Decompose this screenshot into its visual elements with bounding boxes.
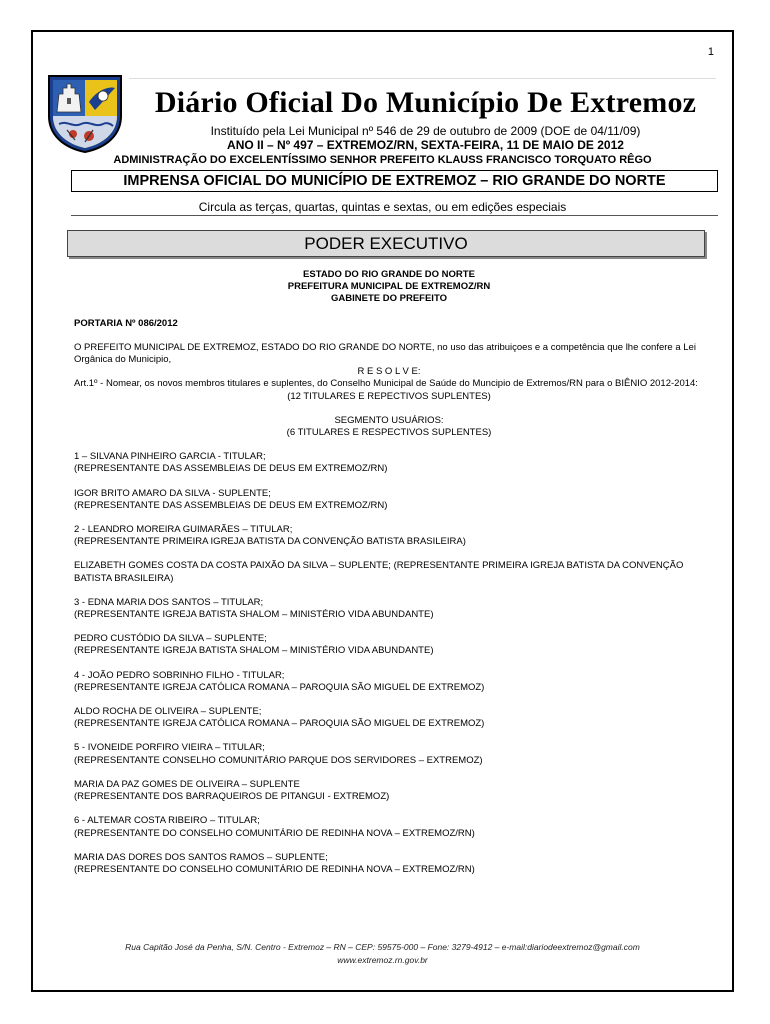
member-entry <box>74 560 704 584</box>
institution-line: Instituído pela Lei Municipal nº 546 de 29 de outubro de 2009 (DOE de 04/11/09) <box>210 124 641 138</box>
imprensa-oficial-banner: IMPRENSA OFICIAL DO MUNICÍPIO DE EXTREMOZ – RIO GRANDE DO NORTE <box>71 170 718 192</box>
member-representation: (REPRESENTANTE IGREJA CATÓLICA ROMANA – PAROQUIA SÃO MIGUEL DE EXTREMOZ) <box>74 681 485 693</box>
member-name: 4 - JOÃO PEDRO SOBRINHO FILHO - TITULAR; <box>74 669 285 681</box>
member-name: 1 – SILVANA PINHEIRO GARCIA - TITULAR; <box>74 451 266 463</box>
member-entry <box>74 524 704 548</box>
member-representation: (REPRESENTANTE DAS ASSEMBLEIAS DE DEUS EM EXTREMOZ/RN) <box>74 463 388 475</box>
member-name: ALDO ROCHA DE OLIVEIRA – SUPLENTE; <box>74 706 262 718</box>
member-representation: (REPRESENTANTE DO CONSELHO COMUNITÁRIO DE REDINHA NOVA – EXTREMOZ/RN) <box>74 863 475 875</box>
edition-line: ANO II – Nº 497 – EXTREMOZ/RN, SEXTA-FEIRA, 11 DE MAIO DE 2012 <box>227 138 624 152</box>
member-entry <box>74 852 704 876</box>
member-representation: (REPRESENTANTE IGREJA BATISTA SHALOM – MINISTÉRIO VIDA ABUNDANTE) <box>74 645 434 657</box>
segment-count: (6 TITULARES E RESPECTIVOS SUPLENTES) <box>286 427 492 439</box>
member-representation: (REPRESENTANTE PRIMEIRA IGREJA BATISTA DA CONVENÇÃO BATISTA BRASILEIRA) <box>74 536 466 548</box>
member-name: 6 - ALTEMAR COSTA RIBEIRO – TITULAR; <box>74 815 260 827</box>
footer-website: www.extremoz.rn.gov.br <box>337 955 428 965</box>
titulares-count: (12 TITULARES E REPECTIVOS SUPLENTES) <box>287 390 491 402</box>
org-line-3: GABINETE DO PREFEITO <box>331 293 447 305</box>
preamble: O PREFEITO MUNICIPAL DE EXTREMOZ, ESTADO DO RIO GRANDE DO NORTE, no uso das atribuiçoes e a competência que lhe confere a Lei Orgânica do Municipio, <box>74 341 696 366</box>
resolve-heading: R E S O L V E: <box>357 366 421 378</box>
newspaper-title: Diário Oficial Do Município De Extremoz <box>154 86 697 119</box>
member-representation: (REPRESENTANTE IGREJA CATÓLICA ROMANA – PAROQUIA SÃO MIGUEL DE EXTREMOZ) <box>74 718 485 730</box>
article-1: Art.1º - Nomear, os novos membros titulares e suplentes, do Conselho Municipal de Saúde do Muncipio de Extremos/RN para o BIÊNIO 2012-2014: <box>74 378 698 390</box>
member-name: 5 - IVONEIDE PORFIRO VIEIRA – TITULAR; <box>74 742 265 754</box>
member-entry <box>74 633 704 657</box>
municipal-crest-logo <box>45 72 125 154</box>
member-representation: (REPRESENTANTE DOS BARRAQUEIROS DE PITANGUI - EXTREMOZ) <box>74 791 390 803</box>
footer-address: Rua Capitão José da Penha, S/N. Centro - Extremoz – RN – CEP: 59575-000 – Fone: 3279-4912 – e-mail:diariodeextremoz@gmail.com <box>125 942 640 952</box>
administration-line: ADMINISTRAÇÃO DO EXCELENTÍSSIMO SENHOR PREFEITO KLAUSS FRANCISCO TORQUATO RÊGO <box>113 154 652 166</box>
member-representation: (REPRESENTANTE DAS ASSEMBLEIAS DE DEUS EM EXTREMOZ/RN) <box>74 499 388 511</box>
portaria-body <box>74 269 704 876</box>
member-entry <box>74 779 704 803</box>
header-rule <box>129 78 716 79</box>
page-footer <box>33 941 732 967</box>
member-entry <box>74 815 704 839</box>
document-page <box>31 30 734 992</box>
member-entry <box>74 742 704 766</box>
member-name: MARIA DAS DORES DOS SANTOS RAMOS – SUPLENTE; <box>74 851 328 863</box>
member-representation: (REPRESENTANTE DO CONSELHO COMUNITÁRIO DE REDINHA NOVA – EXTREMOZ/RN) <box>74 827 475 839</box>
member-name: PEDRO CUSTÓDIO DA SILVA – SUPLENTE; <box>74 633 267 645</box>
segment-title: SEGMENTO USUÁRIOS: <box>334 414 444 426</box>
org-line-1: ESTADO DO RIO GRANDE DO NORTE <box>303 269 475 280</box>
section-title: PODER EXECUTIVO <box>67 230 705 257</box>
member-name: ELIZABETH GOMES COSTA DA COSTA PAIXÃO DA SILVA – SUPLENTE; (REPRESENTANTE PRIMEIRA IGREJA BATISTA DA CONVENÇÃO BATISTA BRASILEIRA) <box>74 560 684 584</box>
portaria-number: PORTARIA Nº 086/2012 <box>74 317 178 329</box>
member-entry <box>74 670 704 694</box>
org-line-2: PREFEITURA MUNICIPAL DE EXTREMOZ/RN <box>287 281 491 293</box>
page-number: 1 <box>707 46 714 58</box>
member-representation: (REPRESENTANTE IGREJA BATISTA SHALOM – MINISTÉRIO VIDA ABUNDANTE) <box>74 609 434 621</box>
header-divider <box>71 215 718 216</box>
member-entry <box>74 706 704 730</box>
member-representation: (REPRESENTANTE CONSELHO COMUNITÁRIO PARQUE DOS SERVIDORES – EXTREMOZ) <box>74 754 483 766</box>
member-name: MARIA DA PAZ GOMES DE OLIVEIRA – SUPLENTE <box>74 778 300 790</box>
circulation-note: Circula as terças, quartas, quintas e sextas, ou em edições especiais <box>198 200 567 214</box>
member-entry <box>74 597 704 621</box>
member-entry <box>74 488 704 512</box>
member-name: IGOR BRITO AMARO DA SILVA - SUPLENTE; <box>74 487 271 499</box>
member-name: 2 - LEANDRO MOREIRA GUIMARÃES – TITULAR; <box>74 524 293 536</box>
member-name: 3 - EDNA MARIA DOS SANTOS – TITULAR; <box>74 596 264 608</box>
member-entry <box>74 451 704 475</box>
